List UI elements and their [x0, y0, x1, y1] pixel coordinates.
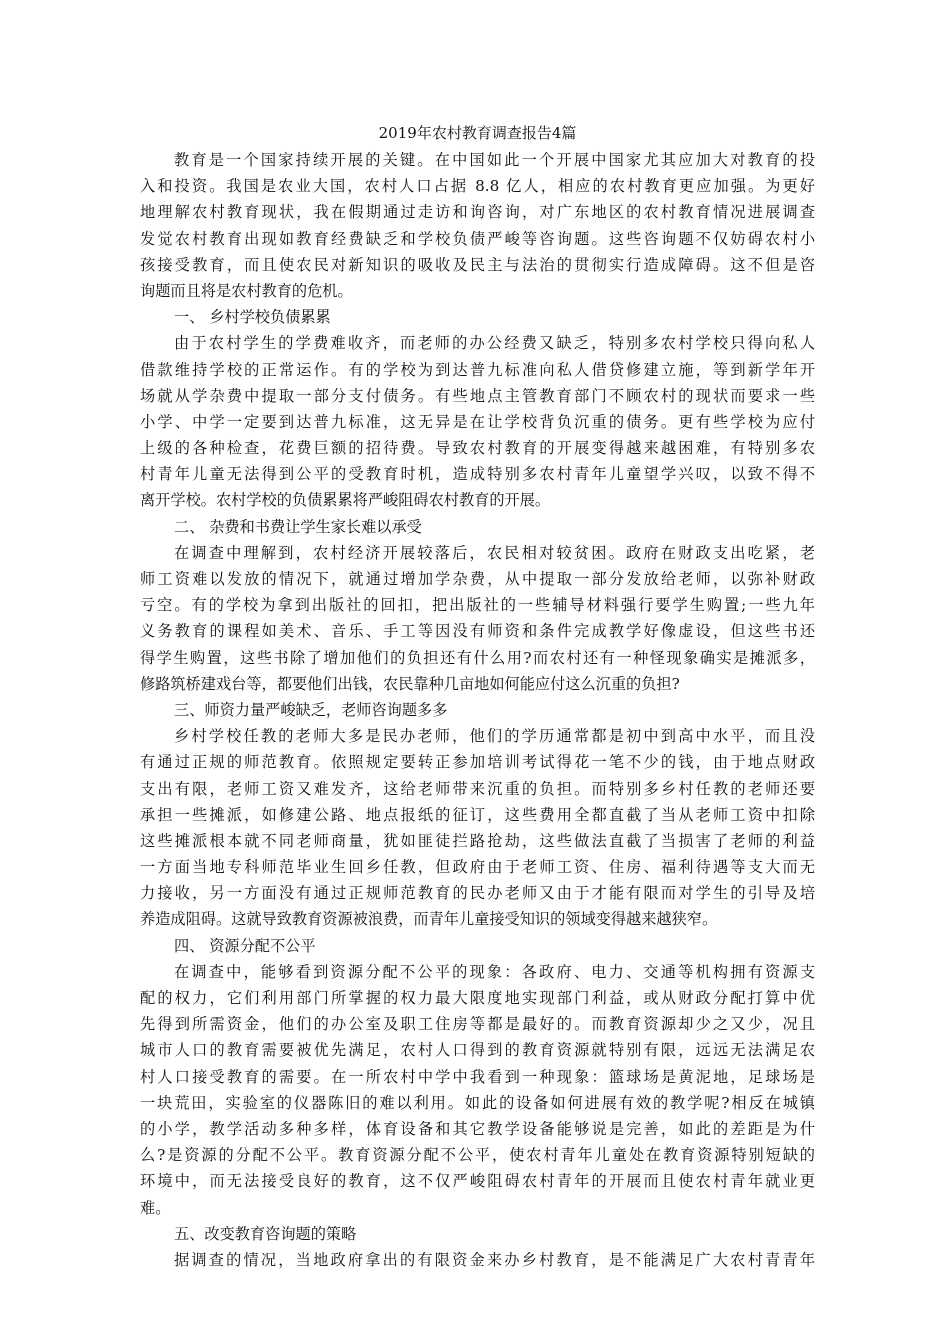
paragraph-line: 先得到所需资金，他们的办公室及职工住房等都是最好的。而教育资源却少之又少，况且 [140, 1015, 815, 1034]
paragraph-line: 入和投资。我国是农业大国，农村人口占据 8.8 亿人，相应的农村教育更应加强。为更好 [140, 177, 815, 196]
paragraph-line: 师工资难以发放的情况下，就通过增加学杂费，从中提取一部分发放给老师，以弥补财政 [140, 570, 815, 588]
paragraph-line: 亏空。有的学校为拿到出版社的回扣，把出版社的一些辅导材料强行要学生购置;一些九年 [140, 596, 815, 615]
section-heading: 四、 资源分配不公平 [174, 936, 316, 955]
paragraph-line: 的小学，教学活动多种多样，体育设备和其它教学设备能够说是完善，如此的差距是为什 [140, 1119, 815, 1138]
paragraph-line: 发觉农村教育出现如教育经费缺乏和学校负债严峻等咨询题。这些咨询题不仅妨碍农村小 [140, 229, 815, 248]
paragraph-line: 得学生购置，这些书除了增加他们的负担还有什么用?而农村还有一种怪现象确实是摊派多， [140, 648, 815, 667]
paragraph-line: 村人口接受教育的需要。在一所农村中学中我看到一种现象：篮球场是黄泥地，足球场是 [140, 1067, 815, 1086]
paragraph-line: 力接收，另一方面没有通过正规师范教育的民办老师又由于才能有限而对学生的引导及培 [140, 884, 815, 903]
paragraph-line: 借款维持学校的正常运作。有的学校为到达普九标准向私人借贷修建立施，等到新学年开 [140, 360, 815, 379]
section-heading: 一、 乡村学校负债累累 [174, 308, 331, 327]
paragraph-line: 支出有限，老师工资又难发齐，这给老师带来沉重的负担。而特别多乡村任教的老师还要 [140, 779, 815, 798]
document-body [140, 147, 815, 1273]
paragraph-line: 义务教育的课程如美术、音乐、手工等因没有师资和条件完成教学好像虚设，但这些书还 [140, 622, 815, 641]
paragraph-line: 场就从学杂费中提取一部分支付债务。有些地点主管教育部门不顾农村的现状而要求一些 [140, 386, 815, 405]
paragraph-line: 询题而且将是农村教育的危机。 [140, 281, 353, 300]
section-heading: 二、 杂费和书费让学生家长难以承受 [174, 517, 422, 536]
paragraph-line: 一方面当地专科师范毕业生回乡任教，但政府由于老师工资、住房、福利待遇等支大而无 [140, 858, 815, 877]
paragraph-line: 由于农村学生的学费难收齐，而老师的办公经费又缺乏，特别多农村学校只得向私人 [174, 334, 815, 353]
paragraph-line: 村青年儿童无法得到公平的受教育时机，造成特别多农村青年儿童望学兴叹，以致不得不 [140, 465, 815, 484]
paragraph-line: 这些摊派根本就不同老师商量，犹如匪徒拦路抢劫，这些做法直截了当损害了老师的利益 [140, 831, 815, 850]
paragraph-line: 离开学校。农村学校的负债累累将严峻阻碍农村教育的开展。 [140, 491, 551, 510]
paragraph-line: 有通过正规的师范教育。依照规定要转正参加培训考试得花一笔不少的钱，由于地点财政 [140, 753, 815, 772]
paragraph-line: 据调查的情况，当地政府拿出的有限资金来办乡村教育，是不能满足广大农村青青年 [174, 1250, 815, 1269]
paragraph-line: 养造成阻碍。这就导致教育资源被浪费，而青年儿童接受知识的领域变得越来越狭窄。 [140, 910, 718, 929]
section-heading: 三、师资力量严峻缺乏，老师咨询题多多 [174, 700, 448, 719]
paragraph-line: 难。 [140, 1198, 171, 1217]
paragraph-line: 在调查中理解到，农村经济开展较落后，农民相对较贫困。政府在财政支出吃紧，老 [174, 543, 815, 562]
paragraph-line: 小学、中学一定要到达普九标准，这无异是在让学校背负沉重的债务。更有些学校为应付 [140, 412, 815, 431]
paragraph-line: 环境中，而无法接受良好的教育，这不仅严峻阻碍农村青年的开展而且使农村青年就业更 [140, 1172, 815, 1191]
document-page [140, 123, 815, 1273]
paragraph-line: 城市人口的教育需要被优先满足，农村人口得到的教育资源就特别有限，远远无法满足农 [140, 1041, 815, 1060]
paragraph-line: 乡村学校任教的老师大多是民办老师，他们的学历通常都是初中到高中水平，而且没 [174, 727, 815, 746]
paragraph-line: 一块荒田，实验室的仪器陈旧的难以利用。如此的设备如何进展有效的教学呢?相反在城镇 [140, 1093, 815, 1112]
paragraph-line: 上级的各种检查，花费巨额的招待费。导致农村教育的开展变得越来越困难，有特别多农 [140, 439, 815, 458]
paragraph-line: 么?是资源的分配不公平。教育资源分配不公平，使农村青年儿童处在教育资源特别短缺的 [140, 1146, 815, 1165]
document-title: 2019年农村教育调查报告4篇 [378, 124, 577, 142]
paragraph-line: 地理解农村教育现状，我在假期通过走访和询咨询，对广东地区的农村教育情况进展调查 [140, 203, 815, 222]
paragraph-line: 教育是一个国家持续开展的关键。在中国如此一个开展中国家尤其应加大对教育的投 [174, 151, 815, 169]
paragraph-line: 在调查中，能够看到资源分配不公平的现象：各政府、电力、交通等机构拥有资源支 [174, 962, 815, 981]
paragraph-line: 配的权力，它们利用部门所掌握的权力最大限度地实现部门利益，或从财政分配打算中优 [140, 989, 815, 1007]
paragraph-line: 修路筑桥建戏台等，都要他们出钱，农民靠种几亩地如何能应付这么沉重的负担? [140, 674, 680, 693]
paragraph-line: 孩接受教育，而且使农民对新知识的吸收及民主与法治的贯彻实行造成障碍。这不但是咨 [140, 255, 815, 274]
paragraph-line: 承担一些摊派，如修建公路、地点报纸的征订，这些费用全都直截了当从老师工资中扣除 [140, 805, 815, 824]
section-heading: 五、改变教育咨询题的策略 [174, 1224, 357, 1243]
